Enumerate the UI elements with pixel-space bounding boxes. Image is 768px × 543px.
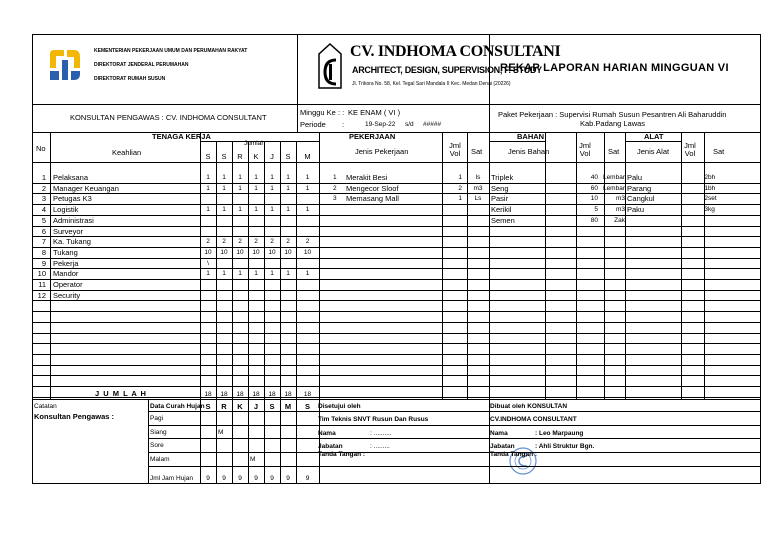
col-jenis-bahan: Jenis Bahan — [508, 147, 550, 156]
col-keahlian: Keahlian — [112, 148, 142, 157]
day-header: S — [285, 152, 291, 161]
labor-count: 1 — [254, 206, 258, 214]
row-line — [32, 268, 761, 269]
labor-count: 2 — [238, 238, 242, 246]
tool-row-vol: 2 — [704, 195, 708, 203]
row-line — [32, 343, 761, 344]
rain-hours-value: 9 — [222, 475, 226, 482]
row-line — [32, 386, 761, 387]
row-line — [32, 236, 761, 237]
tool-row-unit: set — [708, 195, 717, 203]
labor-count: 1 — [286, 174, 290, 181]
labor-row-name: Operator — [53, 280, 83, 289]
column-line — [50, 132, 51, 399]
approved-name-value: : .......... — [370, 430, 392, 437]
material-row-vol: 80 — [590, 216, 598, 224]
labor-row-name: Manager Keuangan — [53, 183, 119, 193]
labor-count: 1 — [286, 184, 290, 192]
header-bottom-line — [32, 104, 761, 105]
labor-count: 2 — [222, 238, 226, 246]
approved-org: Tim Teknis SNVT Rusun Dan Rusus — [318, 416, 429, 423]
labor-count: 1 — [270, 184, 274, 192]
work-row-no: 1 — [333, 174, 337, 181]
labor-row-no: 6 — [41, 226, 46, 236]
labor-count: 1 — [305, 270, 310, 278]
material-row-name: Pasir — [491, 194, 509, 204]
row-line — [32, 365, 761, 366]
rain-hours-value: 9 — [286, 475, 290, 482]
labor-row-name: Ka. Tukang — [53, 237, 91, 247]
made-sign-label: Tanda Tangan : — [490, 451, 538, 458]
footer-row-line — [148, 425, 761, 426]
company-address: Jl. Trikora No. 58, Kel. Tegal Sari Mandala II Kec. Medan Denai (20226) — [352, 81, 511, 87]
col-jenis-pekerjaan: Jenis Pekerjaan — [355, 147, 409, 156]
labor-count: 1 — [305, 174, 310, 181]
materials-group-title: BAHAN — [517, 132, 545, 141]
labor-count: 1 — [286, 206, 290, 214]
total-count: 18 — [303, 391, 312, 398]
column-line — [681, 132, 682, 399]
material-row-name: Triplek — [491, 173, 514, 182]
col-tool-vol: Jml Vol — [684, 141, 696, 159]
column-line — [296, 141, 297, 399]
rain-period-label: Siang — [150, 429, 167, 436]
labor-count: 1 — [238, 206, 242, 214]
material-row-name: Kerikil — [491, 205, 512, 215]
labor-count: 1 — [270, 206, 274, 214]
malam-mark: M — [250, 456, 256, 463]
labor-count: 2 — [305, 238, 310, 246]
labor-row-no: 3 — [41, 194, 46, 204]
row-line — [32, 193, 761, 194]
row-line — [32, 226, 761, 227]
ministry-logo — [46, 48, 84, 82]
work-row-vol: 2 — [458, 184, 462, 192]
material-row-unit: m3 — [615, 206, 625, 214]
row-line — [32, 311, 761, 312]
labor-count: 1 — [238, 184, 242, 192]
labor-count: 1 — [222, 174, 226, 181]
material-row-unit: Zak — [614, 216, 625, 224]
period-sd: s/d — [405, 121, 414, 128]
work-row-no: 3 — [333, 195, 337, 203]
work-row-vol: 1 — [458, 195, 462, 203]
labor-count: 1 — [206, 206, 210, 214]
period-label: Periode — [300, 120, 326, 129]
labor-count: 1 — [254, 270, 258, 278]
work-row-unit: ls — [475, 174, 481, 181]
labor-row-name: Tukang — [53, 247, 78, 257]
day-header: K — [253, 152, 259, 161]
material-row-vol: 10 — [590, 195, 598, 203]
labor-row-name: Administrasi — [53, 215, 94, 225]
directorate-general: DIREKTORAT JENDERAL PERUMAHAN — [94, 62, 189, 68]
col-tool-unit: Sat — [713, 147, 725, 156]
row-line — [32, 247, 761, 248]
rain-hours-label: Jml Jam Hujan — [150, 475, 193, 482]
week-value: KE ENAM ( VI ) — [348, 108, 401, 117]
alat-line — [625, 141, 681, 142]
labor-count: 2 — [254, 238, 258, 246]
work-row-name: Merakit Besi — [346, 173, 388, 182]
column-line — [442, 132, 443, 399]
total-count: 18 — [204, 391, 212, 398]
labor-row-no: 8 — [41, 247, 46, 257]
rain-hours-value: 9 — [270, 475, 274, 482]
labor-count: 1 — [286, 270, 290, 278]
week-label: Minggu Ke : : — [300, 108, 345, 117]
total-count: 18 — [252, 391, 260, 398]
frame-bottom — [32, 483, 761, 484]
material-row-vol: 5 — [594, 206, 598, 214]
tool-row-unit: kg — [708, 206, 715, 214]
made-name-value: : Leo Marpaung — [535, 430, 584, 437]
labor-count: 1 — [254, 184, 258, 192]
directorate-name: DIREKTORAT RUMAH SUSUN — [94, 76, 166, 82]
col-work-vol: Jml Vol — [449, 141, 461, 159]
approved-label: Disetujui oleh — [318, 403, 361, 410]
labor-count: 1 — [270, 174, 274, 181]
labor-count: 10 — [284, 248, 292, 256]
col-material-unit: Sat — [608, 147, 620, 156]
consultant-label: KONSULTAN PENGAWAS : CV. INDHOMA CONSULTANT — [70, 113, 267, 122]
work-row-name: Mengecor Sloof — [346, 183, 399, 193]
work-row-name: Memasang Mall — [346, 194, 399, 204]
row-line — [32, 375, 761, 376]
labor-row-no: 11 — [38, 280, 46, 289]
company-logo — [315, 42, 345, 92]
labor-count: 1 — [206, 174, 210, 181]
made-name-label: Nama — [490, 430, 508, 437]
labor-row-no: 7 — [41, 237, 46, 247]
approved-position-label: Jabatan — [318, 443, 343, 450]
day-header: M — [304, 152, 311, 161]
labor-row-no: 4 — [41, 205, 46, 215]
footer-consultant-label: Konsultan Pengawas : — [34, 412, 115, 421]
total-count: 18 — [284, 391, 292, 398]
tool-row-vol: 3 — [704, 206, 708, 214]
labor-count: 1 — [206, 184, 210, 192]
col-jenis-alat: Jenis Alat — [637, 147, 670, 156]
row-line — [32, 354, 761, 355]
labor-row-name: Security — [53, 290, 81, 300]
column-line — [576, 132, 577, 399]
tool-row-unit: bh — [708, 184, 716, 192]
work-row-vol: 1 — [458, 174, 462, 181]
row-line — [32, 300, 761, 301]
column-line — [545, 132, 546, 399]
period-end: ##### — [423, 121, 442, 128]
col-material-vol: Jml Vol — [579, 141, 591, 159]
row-line — [32, 290, 761, 291]
footer-row-line — [148, 411, 761, 412]
column-line — [280, 141, 281, 399]
column-line — [604, 132, 605, 399]
day-header: J — [270, 152, 274, 161]
tool-row-unit: bh — [708, 174, 716, 181]
labor-count: 1 — [305, 184, 310, 192]
made-position-value: : Ahli Struktur Bgn. — [535, 443, 595, 450]
col-work-unit: Sat — [471, 147, 483, 156]
col-no: No — [36, 144, 46, 153]
labor-count: 10 — [303, 248, 312, 256]
column-line — [625, 132, 626, 399]
period-start: 19-Sep-22 — [365, 121, 396, 128]
labor-count: 1 — [222, 184, 226, 192]
labor-row-no: 1 — [41, 173, 46, 182]
column-line — [216, 141, 217, 399]
siang-mark: M — [218, 429, 224, 436]
labor-row-no: 5 — [41, 215, 46, 225]
day-header: S — [205, 152, 211, 161]
material-row-unit: Lembar — [602, 174, 625, 181]
package-line1: Paket Pekerjaan : Supervisi Rumah Susun Pesantren Ali Baharuddin — [498, 110, 727, 119]
total-count: 18 — [220, 391, 228, 398]
labor-count: 10 — [220, 248, 228, 256]
tool-row-name: Paku — [627, 205, 645, 215]
rain-day-header: S — [304, 402, 310, 411]
total-label: J U M L A H — [95, 389, 147, 398]
rain-day-header: S — [269, 402, 275, 411]
work-row-no: 2 — [333, 184, 337, 192]
labor-count: 1 — [238, 174, 242, 181]
rain-day-header: K — [237, 402, 243, 411]
day-header: S — [221, 152, 227, 161]
made-label: Dibuat oleh KONSULTAN — [490, 403, 568, 410]
jumlah-line — [200, 141, 319, 142]
labor-count: 1 — [222, 206, 226, 214]
made-position-label: Jabatan — [490, 443, 515, 450]
footer-row-line — [148, 452, 761, 453]
labor-count: 1 — [222, 270, 226, 278]
tool-row-vol: 1 — [704, 184, 708, 192]
info-bottom-line — [32, 132, 761, 133]
bahan-line — [489, 141, 545, 142]
material-row-vol: 60 — [590, 184, 598, 192]
column-line — [704, 132, 705, 399]
row-line — [32, 215, 761, 216]
rain-day-header: M — [284, 402, 292, 411]
labor-row-name: Pekerja — [53, 258, 79, 268]
totals-bottom-line — [32, 399, 761, 400]
labor-count: 1 — [238, 270, 242, 278]
rain-label: Data Curah Hujan — [150, 403, 205, 410]
labor-count: 10 — [252, 248, 260, 256]
column-line — [467, 132, 468, 399]
column-line — [200, 132, 201, 399]
column-line — [489, 132, 490, 399]
labor-count: 1 — [270, 270, 274, 278]
labor-row-name: Mandor — [53, 269, 79, 279]
row-line — [32, 183, 761, 184]
material-row-unit: m3 — [615, 195, 625, 203]
company-name: CV. INDHOMA CONSULTANI — [350, 43, 561, 60]
column-line — [319, 132, 320, 399]
column-line — [232, 141, 233, 399]
labor-count: 1 — [206, 270, 210, 278]
footer-row-line — [148, 438, 761, 439]
material-row-unit: Lembar — [602, 184, 625, 192]
labor-count: 2 — [286, 238, 290, 246]
labor-count: 10 — [236, 248, 244, 256]
header-divider-1 — [297, 34, 298, 132]
labor-count: 1 — [305, 206, 310, 214]
col-jumlah: Jumlah — [244, 140, 265, 147]
rain-period-label: Sore — [150, 442, 164, 449]
notes-label: Catatan — [34, 403, 57, 410]
totals-top-line — [32, 397, 761, 398]
frame-top — [32, 34, 761, 35]
period-colon: : — [342, 120, 345, 129]
labor-count: 2 — [206, 238, 210, 246]
row-line — [32, 204, 761, 205]
labor-row-no: 12 — [37, 290, 46, 300]
labor-group-title: TENAGA KERJA — [152, 132, 211, 141]
made-org: CV.INDHOMA CONSULTANT — [490, 416, 577, 423]
tool-row-name: Parang — [627, 183, 652, 193]
labor-count: 10 — [268, 248, 276, 256]
column-header-bottom — [32, 162, 761, 163]
rain-hours-value: 9 — [206, 475, 210, 482]
approved-name-label: Nama — [318, 430, 336, 437]
rain-period-label: Malam — [150, 456, 170, 463]
rain-hours-value: 9 — [254, 475, 258, 482]
material-row-name: Semen — [491, 215, 515, 225]
labor-row-no: 9 — [41, 258, 46, 268]
company-services: ARCHITECT, DESIGN, SUPERVISION, F. STUDY — [352, 65, 542, 75]
rain-hours-value: 9 — [238, 475, 242, 482]
material-row-name: Seng — [491, 183, 509, 193]
labor-count: 1 — [254, 174, 258, 181]
labor-row-name: Logistik — [53, 205, 79, 215]
labor-row-no: 2 — [41, 183, 46, 193]
footer-row-line — [148, 466, 761, 467]
rain-period-label: Pagi — [150, 415, 164, 422]
tool-row-vol: 2 — [704, 174, 708, 181]
row-line — [32, 258, 761, 259]
work-row-unit: m3 — [473, 184, 483, 192]
total-count: 18 — [268, 391, 276, 398]
tool-row-name: Palu — [627, 173, 643, 182]
rain-day-header: S — [205, 402, 211, 411]
approved-sign-label: Tanda Tangan : — [318, 451, 366, 458]
column-line — [264, 141, 265, 399]
row-line — [32, 333, 761, 334]
labor-count: 2 — [270, 238, 274, 246]
labor-row-name: Surveyor — [53, 226, 84, 236]
row-line — [32, 322, 761, 323]
rain-day-header: R — [221, 402, 227, 411]
labor-count: \ — [207, 259, 209, 267]
rain-hours-value: 9 — [305, 475, 310, 482]
package-line2: Kab.Padang Lawas — [580, 119, 646, 128]
column-line — [248, 141, 249, 399]
labor-row-no: 10 — [37, 269, 46, 279]
labor-row-name: Petugas K3 — [53, 194, 92, 204]
labor-row-name: Pelaksana — [53, 173, 89, 182]
header-divider-2 — [489, 34, 490, 132]
tool-row-name: Cangkul — [627, 194, 655, 204]
day-header: R — [237, 152, 243, 161]
work-row-unit: Ls — [474, 195, 482, 203]
row-line — [32, 279, 761, 280]
total-count: 18 — [236, 391, 244, 398]
ministry-name: KEMENTERIAN PEKERJAAN UMUM DAN PERUMAHAN RAKYAT — [94, 48, 248, 54]
material-row-vol: 40 — [590, 174, 598, 181]
labor-count: 10 — [204, 248, 212, 256]
rain-day-header: J — [253, 402, 259, 411]
approved-position-value: : ......... — [370, 443, 390, 450]
tools-group-title: ALAT — [644, 132, 664, 141]
work-group-title: PEKERJAAN — [349, 132, 396, 141]
report-title: REKAP LAPORAN HARIAN MINGGUAN VI — [500, 62, 729, 74]
